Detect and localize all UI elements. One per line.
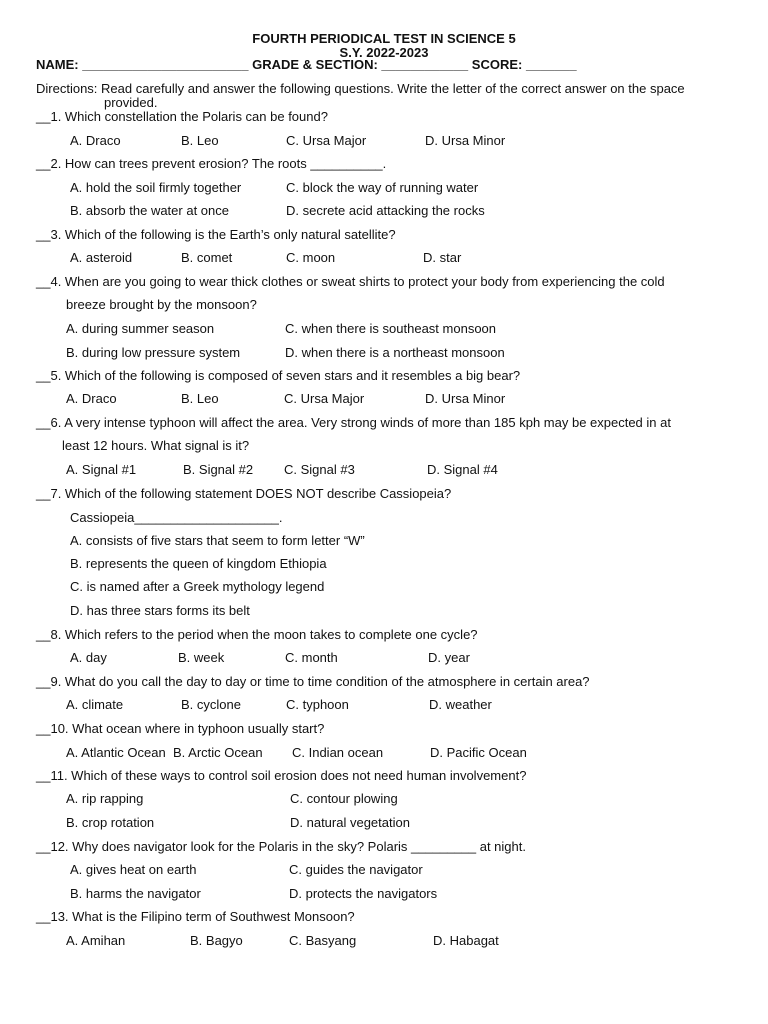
- directions-line-2: provided.: [104, 95, 158, 110]
- answer-option: A. during summer season: [66, 321, 215, 336]
- question-text: __11. Which of these ways to control soil erosion does not need human involvement?: [36, 768, 527, 783]
- question-text: __4. When are you going to wear thick clothes or sweat shirts to protect your body from experiencing the cold: [36, 274, 665, 289]
- question-text: __7. Which of the following statement DOES NOT describe Cassiopeia?: [36, 486, 452, 501]
- answer-option: C. typhoon: [286, 697, 349, 712]
- answer-option: C. Basyang: [289, 933, 357, 948]
- answer-option: A. hold the soil firmly together: [70, 180, 242, 195]
- answer-option: A. gives heat on earth: [70, 862, 197, 877]
- school-year: S.Y. 2022-2023: [339, 45, 429, 60]
- answer-option: A. Draco: [66, 391, 117, 406]
- question-text: __13. What is the Filipino term of Southwest Monsoon?: [36, 909, 355, 924]
- question-text: __9. What do you call the day to day or time to time condition of the atmosphere in certain area?: [36, 674, 590, 689]
- question-text: __3. Which of the following is the Earth’s only natural satellite?: [36, 227, 396, 242]
- answer-option: D. year: [428, 650, 470, 665]
- answer-option: A. day: [70, 650, 107, 665]
- question-text-continued: breeze brought by the monsoon?: [66, 297, 257, 312]
- directions-line-1: Directions: Read carefully and answer the following questions. Write the letter of the correct answer on the space: [36, 81, 685, 96]
- question-text-continued: Cassiopeia____________________.: [70, 510, 283, 525]
- answer-option: A. asteroid: [70, 250, 133, 265]
- answer-option: B. Arctic Ocean: [173, 745, 263, 760]
- answer-option: B. comet: [181, 250, 233, 265]
- answer-option: D. weather: [429, 697, 492, 712]
- answer-option: C. Ursa Major: [284, 391, 365, 406]
- answer-option: D. Ursa Minor: [425, 391, 506, 406]
- answer-option: D. Ursa Minor: [425, 133, 506, 148]
- answer-option: B. cyclone: [181, 697, 241, 712]
- answer-option: D. Habagat: [433, 933, 499, 948]
- answer-option: A. Atlantic Ocean: [66, 745, 166, 760]
- answer-option: C. is named after a Greek mythology legend: [70, 579, 325, 594]
- answer-option: C. guides the navigator: [289, 862, 423, 877]
- answer-option: B. Bagyo: [190, 933, 243, 948]
- answer-option: B. represents the queen of kingdom Ethiopia: [70, 556, 327, 571]
- answer-option: B. Signal #2: [183, 462, 254, 477]
- answer-option: C. Ursa Major: [286, 133, 367, 148]
- answer-option: D. when there is a northeast monsoon: [285, 345, 505, 360]
- answer-option: D. secrete acid attacking the rocks: [286, 203, 485, 218]
- answer-option: A. rip rapping: [66, 791, 144, 806]
- answer-option: A. Signal #1: [66, 462, 137, 477]
- question-text: __8. Which refers to the period when the moon takes to complete one cycle?: [36, 627, 478, 642]
- answer-option: B. Leo: [181, 133, 219, 148]
- answer-option: D. protects the navigators: [289, 886, 438, 901]
- answer-option: B. week: [178, 650, 225, 665]
- question-text: __5. Which of the following is composed of seven stars and it resembles a big bear?: [36, 368, 521, 383]
- answer-option: C. contour plowing: [290, 791, 398, 806]
- test-title: FOURTH PERIODICAL TEST IN SCIENCE 5: [252, 31, 516, 46]
- student-info-fields: NAME: _______________________ GRADE & SECTION: ____________ SCORE: _______: [36, 57, 577, 72]
- question-text: __6. A very intense typhoon will affect the area. Very strong winds of more than 185 kph may be expected in at: [36, 415, 671, 430]
- question-text: __2. How can trees prevent erosion? The roots __________.: [36, 156, 387, 171]
- answer-option: C. month: [285, 650, 338, 665]
- answer-option: A. Amihan: [66, 933, 126, 948]
- answer-option: C. Signal #3: [284, 462, 355, 477]
- question-text: __12. Why does navigator look for the Polaris in the sky? Polaris _________ at night.: [36, 839, 526, 854]
- answer-option: A. Draco: [70, 133, 121, 148]
- answer-option: B. absorb the water at once: [70, 203, 229, 218]
- question-text: __1. Which constellation the Polaris can be found?: [36, 109, 328, 124]
- answer-option: B. during low pressure system: [66, 345, 241, 360]
- question-text-continued: least 12 hours. What signal is it?: [62, 438, 250, 453]
- answer-option: A. climate: [66, 697, 124, 712]
- answer-option: C. Indian ocean: [292, 745, 384, 760]
- answer-option: D. natural vegetation: [290, 815, 410, 830]
- answer-option: C. moon: [286, 250, 336, 265]
- answer-option: B. crop rotation: [66, 815, 155, 830]
- answer-option: D. Signal #4: [427, 462, 498, 477]
- answer-option: B. harms the navigator: [70, 886, 201, 901]
- answer-option: C. block the way of running water: [286, 180, 479, 195]
- answer-option: A. consists of five stars that seem to form letter “W”: [70, 533, 365, 548]
- answer-option: D. has three stars forms its belt: [70, 603, 250, 618]
- answer-option: D. Pacific Ocean: [430, 745, 527, 760]
- answer-option: B. Leo: [181, 391, 219, 406]
- answer-option: C. when there is southeast monsoon: [285, 321, 497, 336]
- question-text: __10. What ocean where in typhoon usually start?: [36, 721, 325, 736]
- answer-option: D. star: [423, 250, 462, 265]
